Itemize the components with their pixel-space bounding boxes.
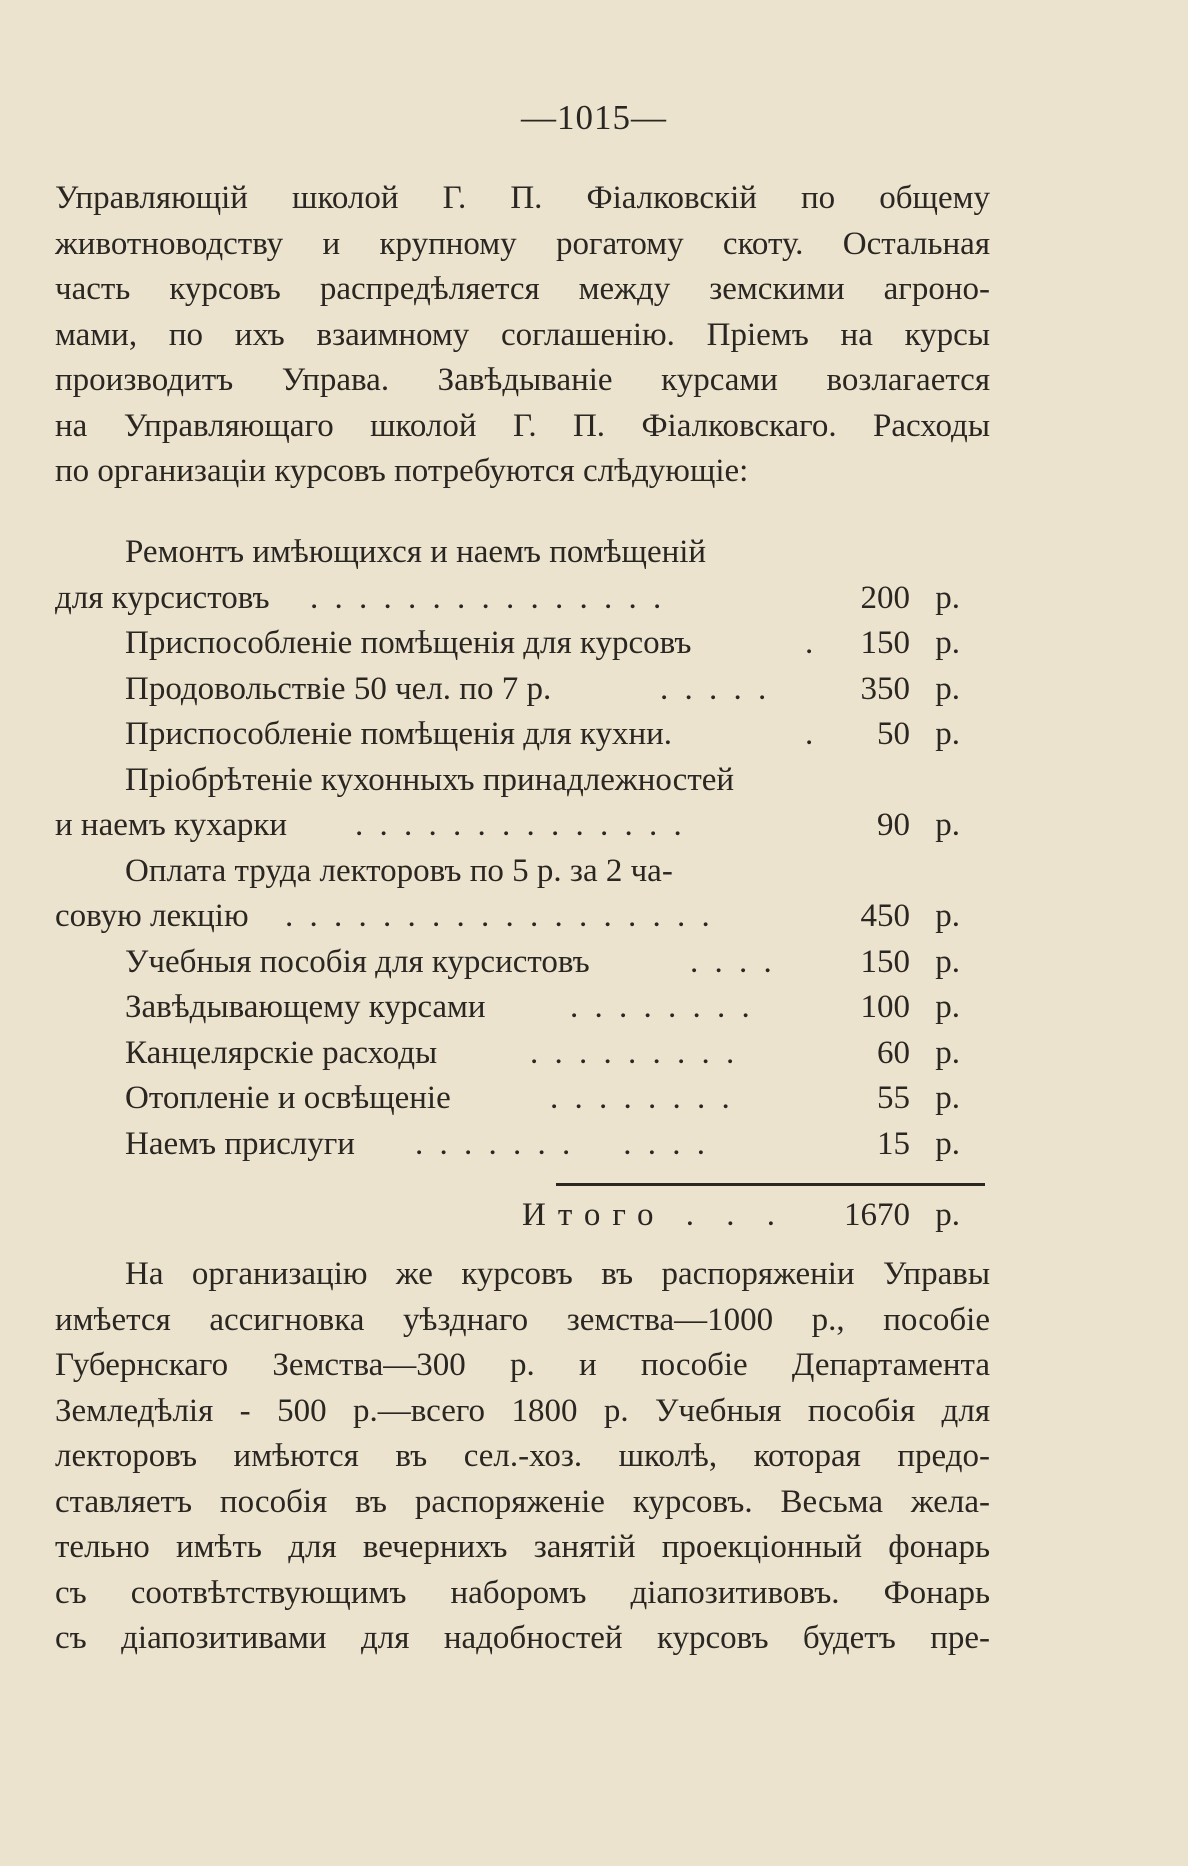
currency-unit: р.: [935, 579, 960, 616]
expense-row: [55, 894, 990, 940]
total-divider: [556, 1183, 985, 1186]
leader-dots: . . . . . . . . .: [530, 1034, 739, 1071]
expense-amount: 100: [860, 989, 910, 1025]
page-number: —1015—: [521, 98, 667, 137]
currency-unit: р.: [935, 625, 960, 661]
expense-row: [55, 849, 990, 895]
expense-amount: 350: [860, 670, 910, 707]
currency-unit: р.: [935, 1125, 960, 1162]
text-line: производитъ Управа. Завѣдываніе курсами возлагается: [55, 362, 990, 398]
currency-unit: р.: [935, 670, 960, 707]
leader-dots: .: [805, 625, 818, 661]
expense-label: Продовольствіе 50 чел. по 7 р.: [125, 670, 552, 707]
expense-amount: 60: [877, 1034, 910, 1071]
expense-amount: 50: [877, 716, 910, 752]
text-line: на Управляющаго школой Г. П. Фіалковскаго. Расходы: [55, 407, 990, 444]
expense-label: совую лекцію: [55, 898, 249, 934]
expense-amount: 450: [860, 898, 910, 934]
expense-table: [55, 530, 990, 1167]
total-row: [55, 1192, 990, 1238]
expense-label: Учебныя пособія для курсистовъ: [125, 943, 590, 980]
expense-label: Канцелярскіе расходы: [125, 1034, 438, 1071]
expense-amount: 90: [877, 807, 910, 843]
text-line: ставляетъ пособія въ распоряженіе курсовъ. Весьма жела-: [55, 1483, 990, 1520]
funding-paragraph: [55, 1252, 990, 1662]
text-line: животноводству и крупному рогатому скоту. Остальная: [55, 225, 990, 262]
expense-row: [55, 576, 990, 622]
currency-unit: р.: [935, 1080, 960, 1116]
expense-row: [55, 1031, 990, 1077]
leader-dots: . . . . . . . . . . .: [415, 1125, 709, 1162]
expense-row: [55, 940, 990, 986]
expense-amount: 200: [860, 579, 910, 616]
text-line: лекторовъ имѣются въ сел.-хоз. школѣ, которая предо-: [55, 1438, 990, 1474]
currency-unit: р.: [935, 989, 960, 1025]
text-line: мами, по ихъ взаимному соглашенію. Пріемъ на курсы: [55, 316, 990, 353]
expense-row: [55, 667, 990, 713]
leader-dots: .: [805, 716, 818, 752]
expense-label: для курсистовъ: [55, 579, 270, 616]
text-line: На организацію же курсовъ въ распоряженіи Управы: [125, 1256, 990, 1292]
expense-amount: 150: [860, 943, 910, 980]
leader-dots: . . . . . . . .: [570, 989, 754, 1025]
currency-unit: р.: [935, 807, 960, 843]
expense-amount: 15: [877, 1125, 910, 1162]
text-line: часть курсовъ распредѣляется между земскими агроно-: [55, 271, 990, 307]
expense-row: [55, 758, 990, 804]
expense-row: [55, 712, 990, 758]
total-label: Итого . . .: [522, 1197, 788, 1233]
intro-paragraph: [55, 176, 990, 495]
expense-row: [55, 1122, 990, 1168]
expense-row: [55, 985, 990, 1031]
expense-label: Наемъ прислуги: [125, 1125, 355, 1162]
expense-row: [55, 621, 990, 667]
expense-label: Ремонтъ имѣющихся и наемъ помѣщеній: [125, 534, 707, 570]
currency-unit: р.: [935, 1034, 960, 1071]
currency-unit: р.: [935, 1197, 960, 1233]
expense-label: Приспособленіе помѣщенія для кухни.: [125, 716, 673, 752]
currency-unit: р.: [935, 716, 960, 752]
expense-label: Оплата труда лекторовъ по 5 р. за 2 ча-: [125, 852, 673, 889]
text-line: Земледѣлія - 500 р.—всего 1800 р. Учебныя пособія для: [55, 1392, 990, 1429]
expense-row: [55, 803, 990, 849]
text-line: съ соотвѣтствующимъ наборомъ діапозитивовъ. Фонарь: [55, 1574, 990, 1611]
text-line: Губернскаго Земства—300 р. и пособіе Департамента: [55, 1347, 990, 1383]
leader-dots: . . . . . . . . . . . . . . .: [310, 579, 666, 616]
text-line: съ діапозитивами для надобностей курсовъ будетъ пре-: [55, 1620, 990, 1656]
currency-unit: р.: [935, 943, 960, 980]
text-line: тельно имѣть для вечернихъ занятій проекціонный фонарь: [55, 1529, 990, 1565]
expense-label: Приспособленіе помѣщенія для курсовъ: [125, 625, 692, 661]
expense-label: Завѣдывающему курсами: [125, 989, 486, 1025]
expense-label: Отопленіе и освѣщеніе: [125, 1080, 451, 1116]
expense-amount: 55: [877, 1080, 910, 1116]
leader-dots: . . . . . . . .: [550, 1080, 734, 1116]
leader-dots: . . . . . . . . . . . . . . . . . .: [285, 898, 714, 934]
expense-amount: 150: [860, 625, 910, 661]
text-line: Управляющій школой Г. П. Фіалковскій по общему: [55, 180, 990, 216]
expense-label: Пріобрѣтеніе кухонныхъ принадлежностей: [125, 761, 735, 798]
expense-label: и наемъ кухарки: [55, 807, 288, 843]
leader-dots: . . . . . . . . . . . . . .: [355, 807, 686, 843]
leader-dots: . . . . .: [660, 670, 771, 707]
expense-row: [55, 1076, 990, 1122]
text-line: имѣется ассигновка уѣзднаго земства—1000 р., пособіе: [55, 1301, 990, 1338]
currency-unit: р.: [935, 898, 960, 934]
leader-dots: . . . .: [690, 943, 776, 980]
total-amount: 1670: [844, 1197, 910, 1233]
expense-row: [55, 530, 990, 576]
text-line: по организаціи курсовъ потребуются слѣдующіе:: [55, 453, 749, 489]
